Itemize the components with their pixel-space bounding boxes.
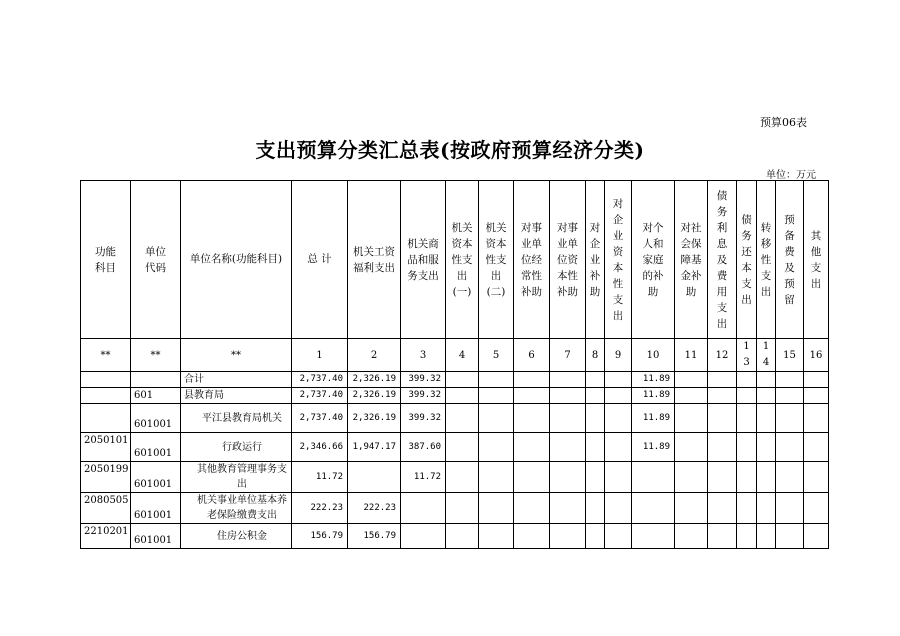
empty-cell bbox=[586, 493, 605, 524]
empty-cell bbox=[479, 493, 514, 524]
total-cell: 11.72 bbox=[292, 462, 348, 493]
empty-cell bbox=[550, 404, 586, 433]
unit-name-cell: 县教育局 bbox=[181, 388, 292, 404]
empty-cell bbox=[479, 372, 514, 388]
empty-cell bbox=[550, 388, 586, 404]
header-cell: 单位代码 bbox=[131, 181, 181, 339]
empty-cell bbox=[479, 524, 514, 549]
column-number: 7 bbox=[550, 339, 586, 372]
page-title: 支出预算分类汇总表(按政府预算经济分类) bbox=[255, 138, 645, 162]
family-subsidy-cell: 11.89 bbox=[632, 404, 675, 433]
empty-cell bbox=[586, 388, 605, 404]
table-body bbox=[81, 372, 829, 549]
empty-cell bbox=[708, 404, 737, 433]
column-number: 6 bbox=[514, 339, 550, 372]
header-cell: 总 计 bbox=[292, 181, 348, 339]
unit-name-cell: 其他教育管理事务支出 bbox=[181, 462, 292, 493]
function-code-cell: 2080505 bbox=[81, 493, 131, 524]
unit-name-cell: 行政运行 bbox=[181, 433, 292, 462]
empty-cell bbox=[708, 433, 737, 462]
empty-cell bbox=[675, 388, 708, 404]
empty-cell bbox=[514, 388, 550, 404]
empty-cell bbox=[446, 372, 479, 388]
unit-name-cell: 住房公积金 bbox=[181, 524, 292, 549]
empty-cell bbox=[550, 433, 586, 462]
empty-cell bbox=[776, 388, 804, 404]
column-number: 3 bbox=[401, 339, 446, 372]
empty-cell bbox=[446, 404, 479, 433]
header-cell: 机关资本性支出(二) bbox=[479, 181, 514, 339]
empty-cell bbox=[757, 433, 776, 462]
unit-code-cell: 601001 bbox=[131, 433, 181, 462]
empty-cell bbox=[479, 404, 514, 433]
wage-cell: 156.79 bbox=[348, 524, 401, 549]
empty-cell bbox=[586, 462, 605, 493]
empty-cell bbox=[737, 404, 757, 433]
empty-cell bbox=[586, 404, 605, 433]
total-cell: 156.79 bbox=[292, 524, 348, 549]
total-cell: 2,346.66 bbox=[292, 433, 348, 462]
family-subsidy-cell: 11.89 bbox=[632, 372, 675, 388]
goods-services-cell: 387.60 bbox=[401, 433, 446, 462]
goods-services-cell bbox=[401, 524, 446, 549]
empty-cell bbox=[737, 372, 757, 388]
column-number: 5 bbox=[479, 339, 514, 372]
empty-cell bbox=[675, 524, 708, 549]
empty-cell bbox=[757, 388, 776, 404]
header-cell: 对事业单位经常性补助 bbox=[514, 181, 550, 339]
empty-cell bbox=[708, 493, 737, 524]
empty-cell bbox=[776, 404, 804, 433]
empty-cell bbox=[708, 372, 737, 388]
function-code-cell: 2050199 bbox=[81, 462, 131, 493]
empty-cell bbox=[479, 462, 514, 493]
total-cell: 222.23 bbox=[292, 493, 348, 524]
empty-cell bbox=[737, 388, 757, 404]
column-number: ** bbox=[181, 339, 292, 372]
empty-cell bbox=[514, 493, 550, 524]
function-code-cell: 2210201 bbox=[81, 524, 131, 549]
empty-cell bbox=[804, 404, 829, 433]
header-cell: 其他支出 bbox=[804, 181, 829, 339]
header-cell: 机关资本性支出(一) bbox=[446, 181, 479, 339]
total-cell: 2,737.40 bbox=[292, 404, 348, 433]
empty-cell bbox=[737, 493, 757, 524]
table-row bbox=[81, 462, 829, 493]
empty-cell bbox=[586, 372, 605, 388]
header-cell: 对个人和家庭的补助 bbox=[632, 181, 675, 339]
family-subsidy-cell: 11.89 bbox=[632, 433, 675, 462]
empty-cell bbox=[605, 493, 632, 524]
column-number: 8 bbox=[586, 339, 605, 372]
goods-services-cell: 399.32 bbox=[401, 372, 446, 388]
column-number: 13 bbox=[737, 339, 757, 372]
budget-table bbox=[80, 180, 829, 549]
empty-cell bbox=[708, 524, 737, 549]
unit-code-cell: 601001 bbox=[131, 404, 181, 433]
function-code-cell bbox=[81, 404, 131, 433]
unit-code-cell: 601001 bbox=[131, 524, 181, 549]
empty-cell bbox=[446, 433, 479, 462]
empty-cell bbox=[605, 433, 632, 462]
column-number: 2 bbox=[348, 339, 401, 372]
empty-cell bbox=[586, 524, 605, 549]
empty-cell bbox=[605, 404, 632, 433]
wage-cell: 2,326.19 bbox=[348, 388, 401, 404]
header-cell: 对事业单位资本性补助 bbox=[550, 181, 586, 339]
empty-cell bbox=[446, 462, 479, 493]
column-number: ** bbox=[131, 339, 181, 372]
header-cell: 对企业补助 bbox=[586, 181, 605, 339]
header-row bbox=[81, 181, 829, 339]
table-row bbox=[81, 433, 829, 462]
empty-cell bbox=[605, 462, 632, 493]
table-row bbox=[81, 372, 829, 388]
column-number: 12 bbox=[708, 339, 737, 372]
empty-cell bbox=[675, 462, 708, 493]
table-number: 预算06表 bbox=[760, 116, 807, 129]
table-row bbox=[81, 404, 829, 433]
wage-cell: 2,326.19 bbox=[348, 404, 401, 433]
empty-cell bbox=[757, 404, 776, 433]
goods-services-cell: 399.32 bbox=[401, 404, 446, 433]
empty-cell bbox=[737, 433, 757, 462]
header-cell: 对企业资本性支出 bbox=[605, 181, 632, 339]
unit-code-cell: 601001 bbox=[131, 493, 181, 524]
wage-cell: 1,947.17 bbox=[348, 433, 401, 462]
header-cell: 对社会保障基金补助 bbox=[675, 181, 708, 339]
column-number: 4 bbox=[446, 339, 479, 372]
goods-services-cell: 11.72 bbox=[401, 462, 446, 493]
header-cell: 转移性支出 bbox=[757, 181, 776, 339]
column-number: 14 bbox=[757, 339, 776, 372]
table-row bbox=[81, 388, 829, 404]
unit-name-cell: 平江县教育局机关 bbox=[181, 404, 292, 433]
column-number: ** bbox=[81, 339, 131, 372]
empty-cell bbox=[757, 493, 776, 524]
empty-cell bbox=[776, 462, 804, 493]
header-cell: 单位名称(功能科目) bbox=[181, 181, 292, 339]
column-number: 9 bbox=[605, 339, 632, 372]
function-code-cell bbox=[81, 372, 131, 388]
unit-name-cell: 机关事业单位基本养老保险缴费支出 bbox=[181, 493, 292, 524]
family-subsidy-cell: 11.89 bbox=[632, 388, 675, 404]
empty-cell bbox=[804, 433, 829, 462]
unit-code-cell bbox=[131, 372, 181, 388]
unit-name-cell: 合计 bbox=[181, 372, 292, 388]
empty-cell bbox=[605, 372, 632, 388]
empty-cell bbox=[776, 524, 804, 549]
empty-cell bbox=[605, 524, 632, 549]
empty-cell bbox=[550, 524, 586, 549]
goods-services-cell: 399.32 bbox=[401, 388, 446, 404]
empty-cell bbox=[514, 524, 550, 549]
empty-cell bbox=[675, 433, 708, 462]
header-cell: 功能科目 bbox=[81, 181, 131, 339]
empty-cell bbox=[776, 493, 804, 524]
table-row bbox=[81, 524, 829, 549]
empty-cell bbox=[514, 372, 550, 388]
column-number: 10 bbox=[632, 339, 675, 372]
empty-cell bbox=[479, 388, 514, 404]
empty-cell bbox=[550, 372, 586, 388]
family-subsidy-cell bbox=[632, 462, 675, 493]
empty-cell bbox=[514, 462, 550, 493]
function-code-cell: 2050101 bbox=[81, 433, 131, 462]
empty-cell bbox=[586, 433, 605, 462]
empty-cell bbox=[446, 493, 479, 524]
empty-cell bbox=[708, 388, 737, 404]
total-cell: 2,737.40 bbox=[292, 372, 348, 388]
wage-cell: 2,326.19 bbox=[348, 372, 401, 388]
header-cell: 债务利息及费用支出 bbox=[708, 181, 737, 339]
header-cell: 债务还本支出 bbox=[737, 181, 757, 339]
empty-cell bbox=[514, 404, 550, 433]
empty-cell bbox=[675, 493, 708, 524]
column-number-row bbox=[81, 339, 829, 372]
header-cell: 机关商品和服务支出 bbox=[401, 181, 446, 339]
column-number: 11 bbox=[675, 339, 708, 372]
empty-cell bbox=[605, 388, 632, 404]
empty-cell bbox=[446, 388, 479, 404]
empty-cell bbox=[737, 524, 757, 549]
total-cell: 2,737.40 bbox=[292, 388, 348, 404]
unit-label: 单位：万元 bbox=[766, 170, 816, 181]
empty-cell bbox=[804, 372, 829, 388]
wage-cell bbox=[348, 462, 401, 493]
empty-cell bbox=[776, 372, 804, 388]
header-cell: 预备费及预留 bbox=[776, 181, 804, 339]
empty-cell bbox=[514, 433, 550, 462]
column-number: 15 bbox=[776, 339, 804, 372]
empty-cell bbox=[446, 524, 479, 549]
unit-code-cell: 601 bbox=[131, 388, 181, 404]
empty-cell bbox=[550, 462, 586, 493]
family-subsidy-cell bbox=[632, 493, 675, 524]
empty-cell bbox=[804, 493, 829, 524]
wage-cell: 222.23 bbox=[348, 493, 401, 524]
empty-cell bbox=[479, 433, 514, 462]
empty-cell bbox=[708, 462, 737, 493]
empty-cell bbox=[757, 524, 776, 549]
family-subsidy-cell bbox=[632, 524, 675, 549]
empty-cell bbox=[737, 462, 757, 493]
column-number: 16 bbox=[804, 339, 829, 372]
function-code-cell bbox=[81, 388, 131, 404]
table-row bbox=[81, 493, 829, 524]
empty-cell bbox=[804, 524, 829, 549]
header-cell: 机关工资福利支出 bbox=[348, 181, 401, 339]
unit-code-cell: 601001 bbox=[131, 462, 181, 493]
empty-cell bbox=[550, 493, 586, 524]
empty-cell bbox=[776, 433, 804, 462]
column-number: 1 bbox=[292, 339, 348, 372]
goods-services-cell bbox=[401, 493, 446, 524]
empty-cell bbox=[757, 462, 776, 493]
empty-cell bbox=[804, 462, 829, 493]
empty-cell bbox=[675, 372, 708, 388]
empty-cell bbox=[757, 372, 776, 388]
empty-cell bbox=[804, 388, 829, 404]
empty-cell bbox=[675, 404, 708, 433]
